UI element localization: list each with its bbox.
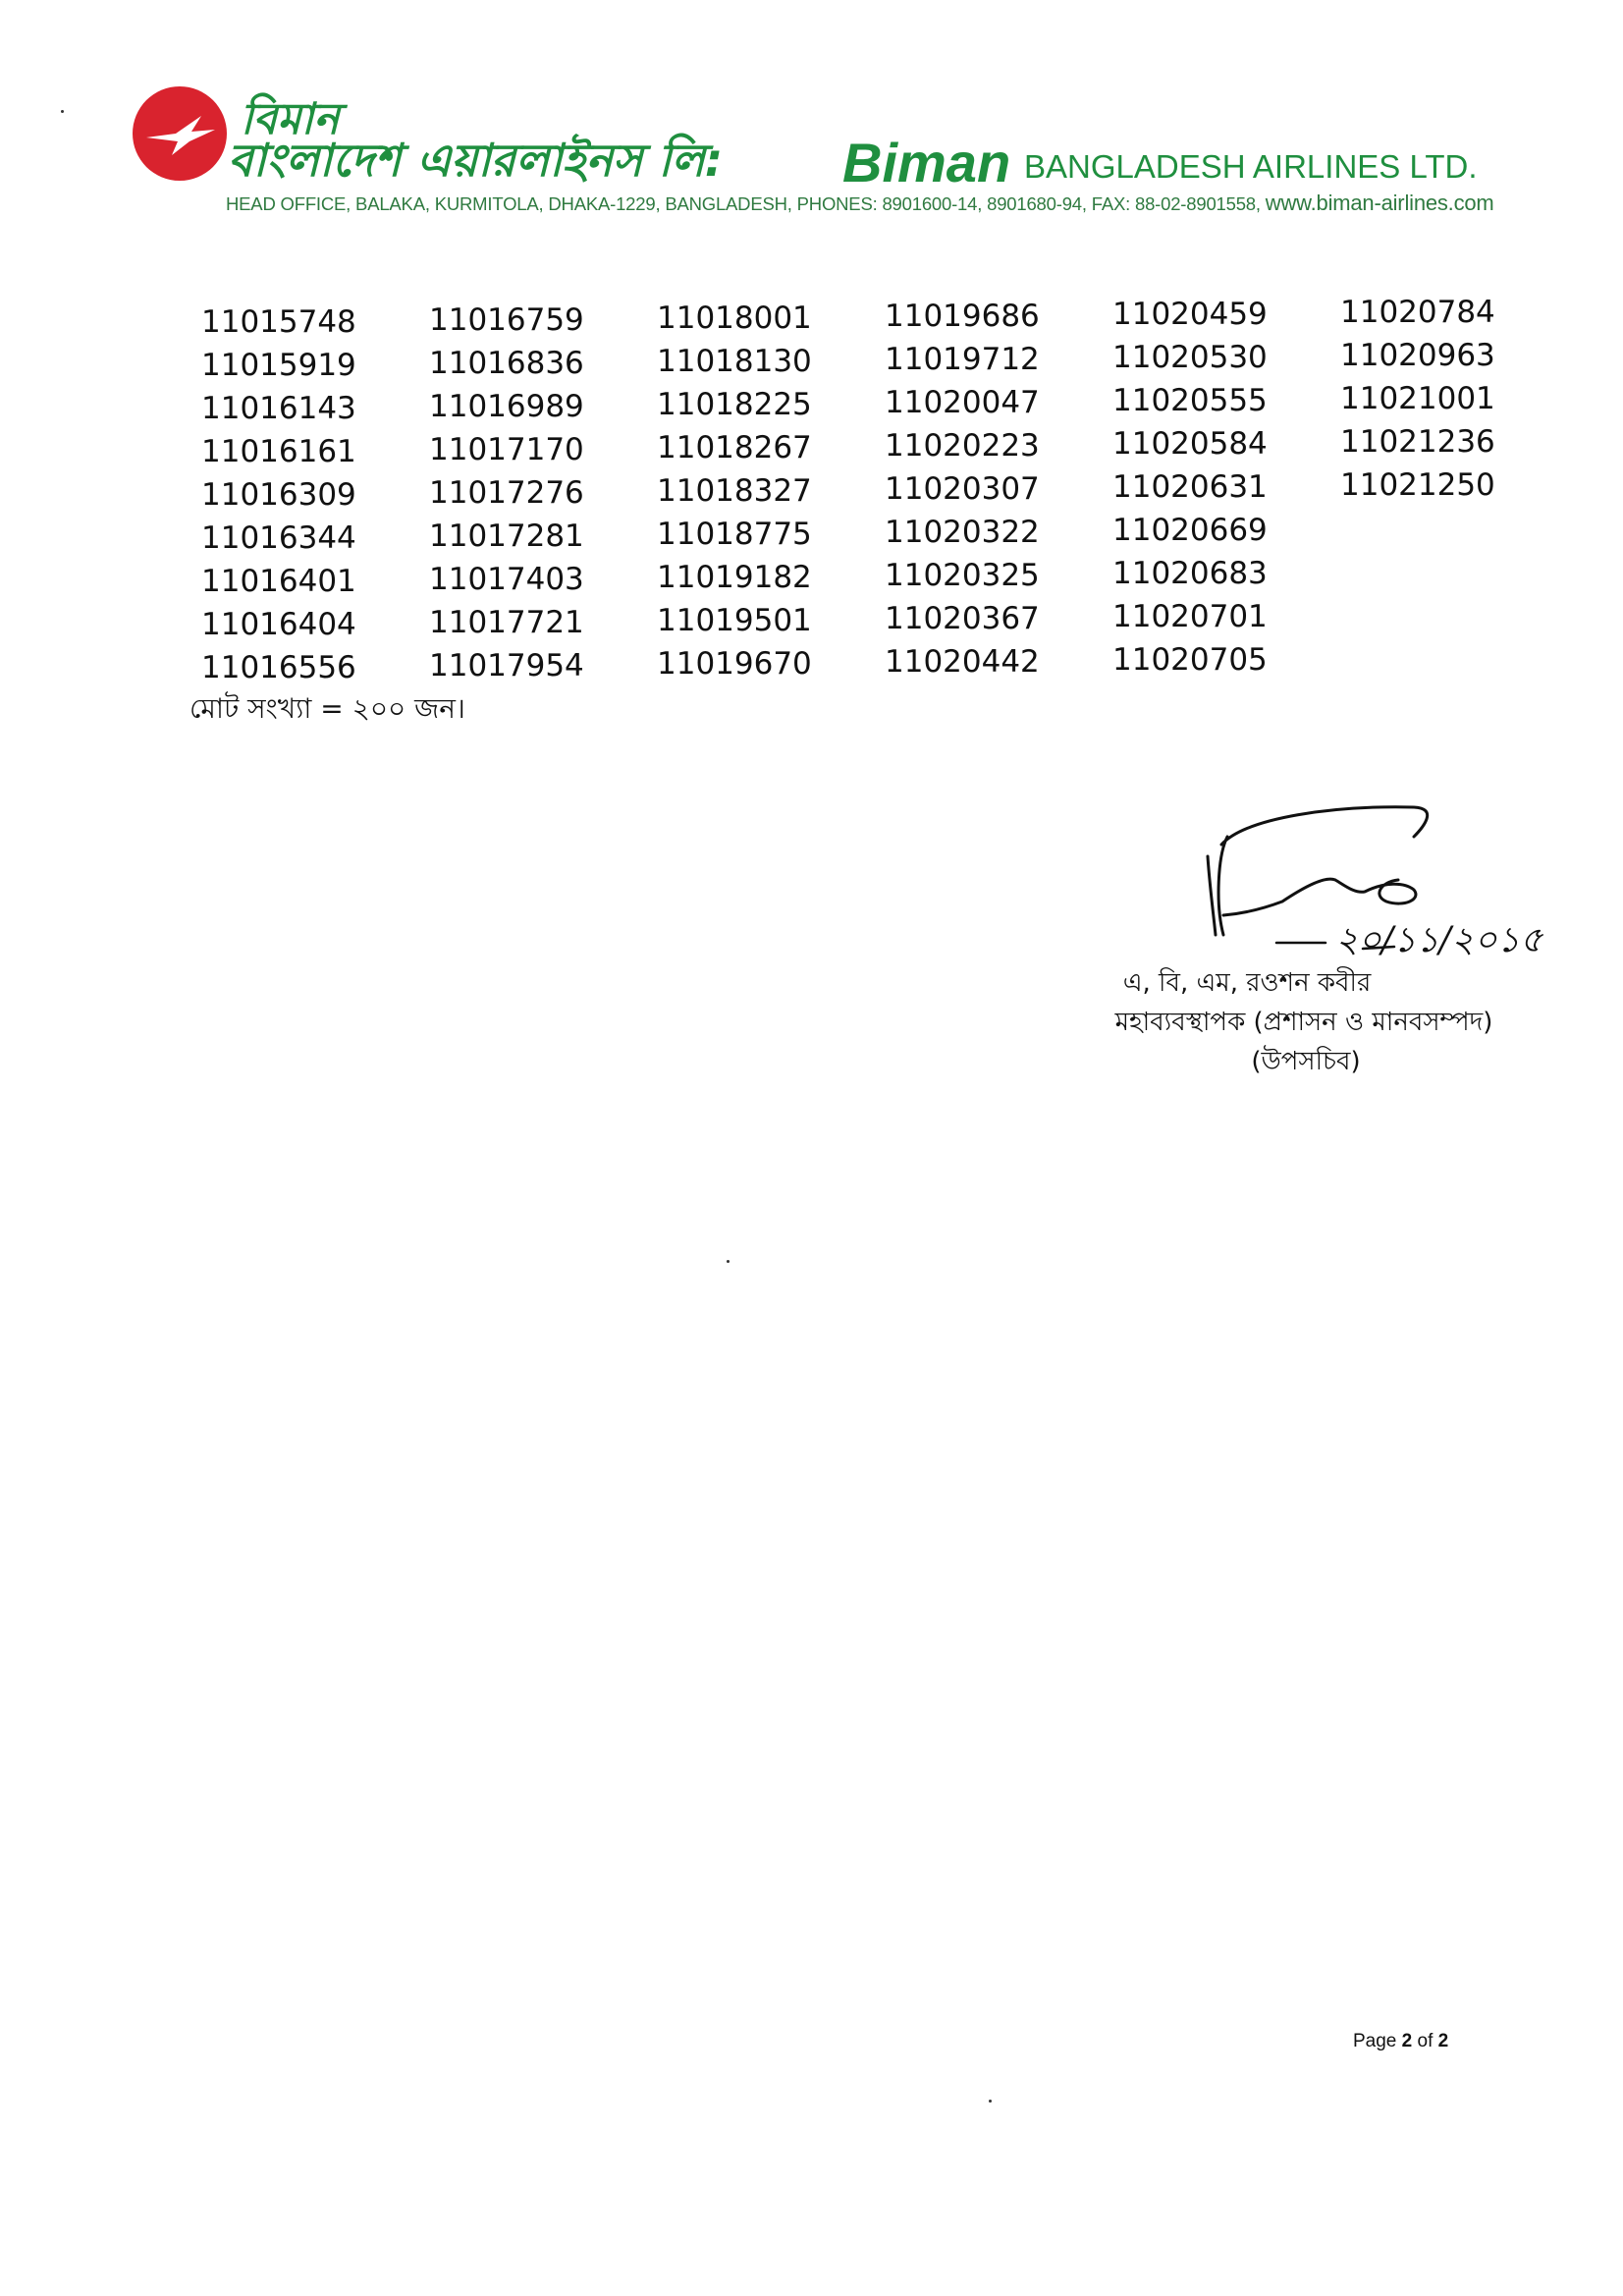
roll-number: 11016401 bbox=[201, 564, 356, 599]
roll-number: 11017721 bbox=[429, 605, 584, 640]
page-of: of bbox=[1417, 2031, 1434, 2051]
roll-column-6 bbox=[1340, 291, 1537, 507]
roll-number: 11020683 bbox=[1112, 556, 1268, 591]
brand-name: Biman bbox=[842, 132, 1011, 193]
roll-number: 11020701 bbox=[1112, 599, 1268, 634]
roll-number: 11015919 bbox=[201, 348, 356, 383]
roll-number: 11019501 bbox=[657, 603, 812, 638]
signer-designation: মহাব্যবস্থাপক (প্রশাসন ও মানবসম্পদ) bbox=[1114, 1008, 1493, 1037]
roll-number: 11020530 bbox=[1112, 340, 1268, 375]
roll-number: 11017281 bbox=[429, 519, 584, 554]
bengali-title-line2: বাংলাদেশ এয়ারলাইনস লি: bbox=[228, 134, 724, 187]
page-total: 2 bbox=[1437, 2031, 1449, 2051]
roll-column-3 bbox=[657, 297, 853, 685]
roll-number: 11015748 bbox=[201, 304, 356, 340]
roll-number: 11021236 bbox=[1340, 424, 1495, 460]
roll-number: 11020307 bbox=[885, 471, 1040, 507]
roll-column-1 bbox=[201, 301, 398, 689]
roll-number: 11016989 bbox=[429, 389, 584, 424]
page-number bbox=[1353, 2031, 1448, 2052]
roll-number: 11018225 bbox=[657, 387, 812, 422]
letterhead bbox=[0, 0, 1623, 226]
roll-number: 11016556 bbox=[201, 650, 356, 685]
roll-number: 11016344 bbox=[201, 520, 356, 556]
roll-number: 11018267 bbox=[657, 430, 812, 465]
signature-date: ২০/১১/২০১৫ bbox=[1335, 920, 1543, 960]
roll-number: 11017276 bbox=[429, 475, 584, 511]
roll-number: 11020047 bbox=[885, 385, 1040, 420]
roll-number: 11018130 bbox=[657, 344, 812, 379]
roll-number: 11019182 bbox=[657, 560, 812, 595]
signer-rank: (উপসচিব) bbox=[1251, 1047, 1361, 1076]
website-link[interactable]: www.biman-airlines.com bbox=[1265, 191, 1494, 215]
roll-number: 11016161 bbox=[201, 434, 356, 469]
roll-number: 11017954 bbox=[429, 648, 584, 683]
company-name: BANGLADESH AIRLINES LTD. bbox=[1024, 148, 1478, 185]
roll-number: 11020223 bbox=[885, 428, 1040, 464]
roll-number: 11020367 bbox=[885, 601, 1040, 636]
total-count: মোট সংখ্যা = ২০০ জন। bbox=[189, 692, 465, 725]
bengali-title-line1: বিমান bbox=[241, 94, 340, 144]
roll-number: 11020631 bbox=[1112, 469, 1268, 505]
roll-number: 11020325 bbox=[885, 558, 1040, 593]
scan-speck bbox=[989, 2100, 992, 2103]
roll-number: 11020963 bbox=[1340, 338, 1495, 373]
roll-column-4 bbox=[885, 295, 1081, 683]
roll-number: 11018001 bbox=[657, 301, 812, 336]
roll-number: 11020784 bbox=[1340, 295, 1495, 330]
roll-number: 11017403 bbox=[429, 562, 584, 597]
roll-number: 11019686 bbox=[885, 299, 1040, 334]
roll-number: 11016404 bbox=[201, 607, 356, 642]
roll-number: 11017170 bbox=[429, 432, 584, 467]
roll-column-2 bbox=[429, 299, 625, 687]
scan-speck bbox=[727, 1260, 730, 1263]
roll-number: 11016143 bbox=[201, 391, 356, 426]
roll-number: 11020442 bbox=[885, 644, 1040, 680]
biman-stork-logo-icon bbox=[133, 86, 227, 181]
roll-number: 11019712 bbox=[885, 342, 1040, 377]
roll-number: 11016836 bbox=[429, 346, 584, 381]
roll-column-5 bbox=[1112, 293, 1309, 682]
roll-number: 11016759 bbox=[429, 302, 584, 338]
roll-number: 11020669 bbox=[1112, 513, 1268, 548]
scan-speck bbox=[61, 110, 64, 113]
roll-number: 11020459 bbox=[1112, 297, 1268, 332]
address-text: HEAD OFFICE, BALAKA, KURMITOLA, DHAKA-1229, BANGLADESH, PHONES: 8901600-14, 8901680-94, FAX: 88-02-8901558, bbox=[226, 193, 1261, 214]
roll-number: 11020322 bbox=[885, 515, 1040, 550]
roll-number: 11016309 bbox=[201, 477, 356, 513]
page-label: Page bbox=[1353, 2031, 1397, 2051]
office-address bbox=[226, 191, 1494, 216]
roll-number: 11018327 bbox=[657, 473, 812, 509]
roll-number: 11020555 bbox=[1112, 383, 1268, 418]
page-current: 2 bbox=[1401, 2031, 1413, 2051]
roll-number: 11020705 bbox=[1112, 642, 1268, 678]
roll-number: 11020584 bbox=[1112, 426, 1268, 462]
roll-number: 11021250 bbox=[1340, 467, 1495, 503]
roll-number: 11019670 bbox=[657, 646, 812, 682]
roll-number: 11021001 bbox=[1340, 381, 1495, 416]
signer-name: এ, বি, এম, রওশন কবীর bbox=[1122, 968, 1372, 998]
roll-number: 11018775 bbox=[657, 517, 812, 552]
